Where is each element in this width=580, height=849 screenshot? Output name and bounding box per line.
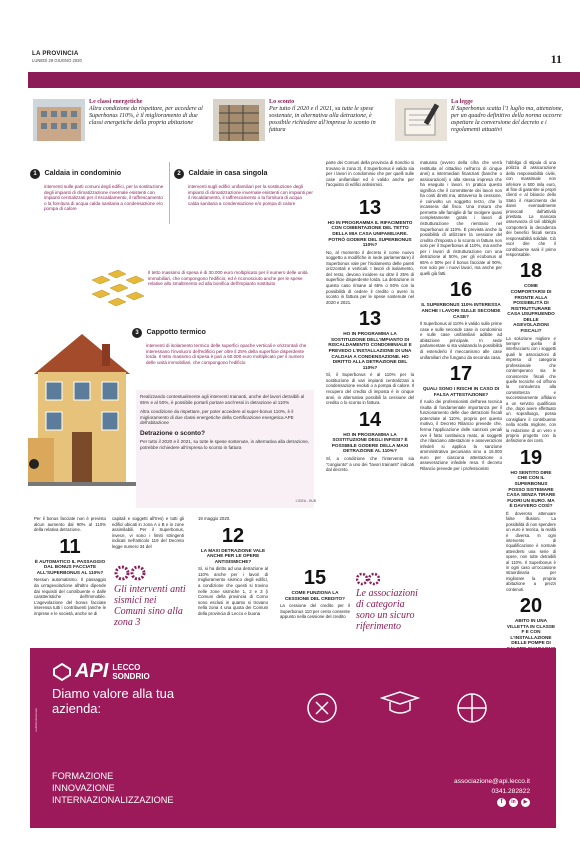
question-number: 17 <box>449 363 473 386</box>
question-number: 13 <box>358 308 382 331</box>
box-text: interventi sulle parti comuni degli edifici, per la sostituzione degli impianti di climatizzazione invernale esistenti con impianti centralizzati per il riscaldamento, il raffrescamento o la fornitura di acqua calda sanitaria a condensazione e/o pompa di calore <box>44 184 164 212</box>
question-heading: IL SUPERBONUS 110% INTERESSA ANCHE I LAVORI SULLE SECONDE CASE? <box>421 302 501 319</box>
newspaper-name: LA PROVINCIA <box>32 50 79 57</box>
note-1: Realizzando contestualmente agli interventi trainanti, anche del lavori detraibili al 65% e al 50%, è possibile portarli portare anch'essi in detrazione al 110% <box>140 394 305 405</box>
ad-slogan: Diamo valore alla tua azienda: <box>52 686 175 716</box>
ad-side-label: pubbliredazionale <box>34 708 38 732</box>
article-col-2: maturato (ovvero della cifra che verrà restituita al cittadino nell'arco di cinque anni) a intermediari finanziari (banche o assicurazioni) o alla stessa impresa che ha eseguito i lavori. In pratica questo significa che il committente dei lavori non ha costi diretti ma, attraverso la cessione, è coinvolto un soggetto terzo, che lo incassera dal fisco. Una misura che permette alle famiglie di far svolgere quasi completamente gratis i lavori di ristrutturazione che rientrano nel Superbonus al 110%. È prevista anche la possibilità di utilizzare la cessione del credito d'imposta o lo sconto in fattura non solo per il Superbonus al 110%, ma anche per i lavori di ristrutturazione con una detrazione al 50%, per gli ecobonus al 65% e 50% per il bonus facciate al 90%, non solo per i nuovi lavori, ma anche per quelli già fatti. 16 IL SUPERBONUS 110% INTERESSA ANCHE I LAVORI SULLE SECONDE CASE? Il Superbonus al 110% è valido sulle prime case e sulle seconde case in condominio e sulle case unifamiliari adibite ad abitazione principale. In sede parlamentare si sta valutando la possibilità di estenderlo il meccanismo alle case unifamiliari che fungano da seconda casa. 17 QUALI SONO I RISCHI IN CASO DI FALSA ATTESTAZIONE? Il ruolo dei professionisti dell'area tecnica risulta di fondamentale importanza per il funzionamento delle due detrazioni fiscali potenziate al 110%, proprio per questo motivo, il Decreto Rilancio prevede che, ferma l'applicazione delle sanzioni penali ove il fatto costituisca reato, ai soggetti che rilasciano attestazioni e asseverazioni infedeli si applica la sanzione amministrativa pecuniaria sino a 15.000 euro per ciascuna attestazione o asseverazione infedele resa. Il decreto Rilancio prevede per i professionisti <box>420 160 502 471</box>
article-col-3: l'obbligo di stipula di una polizza di assicurazione della responsabilità civile, con massimale non inferiore a 500 mila euro, al fine di garantire ai propri clienti e al bilancio dello Stato il risarcimento dei danni eventualmente provocati dall'attività prestata. La mancata osservanza di tali obblighi comporterà la decadenza dei benefici fiscali senza responsabilità solidale. Ciò vuol dire che il contribuente sarà il primo responsabile. 18 COME COMPORTARSI DI FRONTE ALLA POSSIBILITÀ DI RISTRUTTURARE CASA USUFRUENDO DELLE AGEVOLAZIONI FISCALI? La soluzione migliore e sempre quella di interfacciarsi con i soggetti quali le associazioni di impresa di categoria professionale che contemperano sia le conoscenze fiscali che quelle tecniche ed offrono la consulenza alla committenza e successivamente affidano a un servizio qualificato che, dopo avere effettuato un sopralluogo, possa consigliare il contribuente nella scelta migliore, con la redazione di un vero e proprio progetto con la definizione dei costi. 19 HO SENTITO DIRE CHE CON IL SUPERBONUS POSSO SISTEMARE CASA SENZA TIRARE FUORI UN EURO. MA È DAVVERO COSÌ? È doveroso attenuare false illusioni. La possibilità di non spendere un euro è teorica, la realtà è diversa. In ogni intervento di riqualificazione è normale attendersi una serie di opere, non tutte detraibili al 110%. Il Superbonus è in ogni caso un'occasione straordinaria per migliorare la propria abitazione a prezzi contenuti. 20 ABITO IN UNA VILLETTA IN CLASSE F E CON L'INSTALLAZIONE DELLE POMPE DI <box>506 160 556 720</box>
promo-sconto: Lo sconto Per tutto il 2020 e il 2021, su tutte le spese sostenute, in alternativa alla detrazione, è possibile richiedere all'impresa lo sconto in fattura <box>269 99 376 133</box>
page-number: 11 <box>550 52 562 66</box>
ad-email[interactable]: associazione@api.lecco.it <box>454 778 530 785</box>
question-heading: HO SENTITO DIRE CHE CON IL SUPERBONUS POSSO SISTEMARE CASA SENZA TIRARE FUORI UN EURO. MA È DAVVERO COSÌ? <box>506 469 556 509</box>
info-box-condominio <box>30 162 165 212</box>
linkedin-icon[interactable]: in <box>509 798 518 807</box>
box-title: Cappotto termico <box>146 327 206 336</box>
info-mid-text: Il tetto massimo di spesa è di 30.000 euro moltiplicato per il numero delle unità immobiliari, che compongono l'edificio; ed è riconosciuto anche per le spese relative allo smaltimento ed alla bonifica dell'impianto sostituito <box>148 270 308 287</box>
promo-strip <box>33 99 563 157</box>
note-2: Altra condizione da rispettare, per poter accedere al super-bonus 110%, è il miglioramento di due classi energetiche della Certificazione energetica APE dell'abitazione <box>140 409 294 426</box>
question-number: 12 <box>221 524 245 547</box>
question-number: 13 <box>358 196 382 219</box>
question-number: 19 <box>519 446 543 469</box>
question-number: 15 <box>303 567 327 589</box>
number-badge: 1 <box>30 169 40 179</box>
api-logo-icon <box>52 662 72 682</box>
section-band <box>28 72 580 88</box>
box-text: interventi sugli edifici unifamiliari per la sostituzione degli impianti di climatizzazione invernale esistenti con impianti per il riscaldamento, il raffrescamento o la fornitura di acqua calda sanitaria a condensazione e/o pompa di calore <box>188 184 313 206</box>
advertisement <box>30 648 556 828</box>
gears-icon <box>114 564 148 582</box>
facebook-icon[interactable]: f <box>497 798 506 807</box>
pull-quote-1: Gli interventi anti sismici nei Comuni sino alla zona 3 <box>114 584 186 628</box>
gears-icon <box>356 570 380 588</box>
promo-legge: La legge Il Superbonus scatta l'1 luglio ma, attenzione, per un quadro definitivo della norma occorre aspettare la conversione del decreto e i regolamenti attuativi <box>451 99 563 133</box>
question-heading: HO IN PROGRAMMA LA SOSTITUZIONE DEGLI INFISSI? È POSSIBILE GODERE DELLA MAXI DETRAZIONE AL 110%? <box>331 431 409 454</box>
question-number: 16 <box>449 279 473 302</box>
info-box-cappotto <box>132 321 314 365</box>
question-heading: COME FUNZIONA LA CESSIONE DEL CREDITO? <box>285 590 345 601</box>
infographic <box>28 158 320 508</box>
question-heading: HO IN PROGRAMMA LA SOSTITUZIONE DELL'IMPIANTO DI RISCALDAMENTO CONDOMINIALE E PREVEDO L'INSTALLAZIONE DI UNA CALDAIA A CONDENSAZIONE. HO DIRITTO ALLA DETRAZIONE DEL 110%? <box>328 331 412 370</box>
note-subtitle: Detrazione o sconto? <box>140 429 205 437</box>
box-text: interventi di isolamento termico delle superfici opache verticali e orizzontali che interessano l'involucro dell'edificio per oltre il 25% della superficie disperdente lorda. Il tetto massimo di spesa è pari a 60.000 euro moltiplicato per il numero delle unità immobiliari, che compongono l'edificio <box>146 343 307 365</box>
credit: L'IDEA - HUB <box>295 499 316 503</box>
article-q15: 15 COME FUNZIONA LA CESSIONE DEL CREDITO? La cessione del credito per il Superbonus 110 per cento consente appunto nella cessione del credito <box>280 567 350 620</box>
question-heading: È AUTOMATICO IL PASSAGGIO DAL BONUS FACCIATE ALL'SUPERBONUS AL 110%? <box>34 558 106 575</box>
question-heading: ABITO IN UNA VILLETTA IN CLASSE F E CON L'INSTALLAZIONE DELLE POMPE DI <box>506 618 556 646</box>
building-photo-icon <box>33 99 85 141</box>
issue-date: LUNEDÌ 29 GIUGNO 2020 <box>32 58 82 63</box>
question-heading: QUALI SONO I RISCHI IN CASO DI FALSA ATTESTAZIONE? <box>422 386 500 397</box>
question-number: 20 <box>519 595 543 618</box>
promo-classi: Le classi energetiche Altra condizione da rispettare, per accedere al Superbonus 110%, è il miglioramento di due classi energetiche della propria abitazione <box>89 99 203 126</box>
question-heading: LA MAXI DETRAZIONE VALE ANCHE PER LE OPERE ANTISISMICHE? <box>200 547 266 564</box>
info-box-casa-singola <box>174 162 314 206</box>
scaffold-photo-icon <box>213 99 265 141</box>
note-3: Per tutto il 2020 e il 2021, su tutte le spese sostenute, in alternativa alla detrazione, potrebbe richiedere all'impresa lo sconto in fattura <box>140 438 310 450</box>
box-title: Caldaia in condominio <box>44 168 122 177</box>
question-heading: HO IN PROGRAMMA IL RIFACIMENTO CON COIBENTAZIONE DEL TETTO DELLA MIA CASA UNIFAMILIARE. POTRÒ GODERE DEL SUPERBONUS 110%? <box>327 219 413 248</box>
number-badge: 3 <box>132 328 142 338</box>
ad-phone: 0341.282822 <box>491 788 530 795</box>
info-notes <box>136 390 314 508</box>
article-lower-1: Per il bonus facciate non è previsto alcun aumento dal 90% al 110% della relativa detrazione. 11 È AUTOMATICO IL PASSAGGIO DAL BONUS FACCIATE ALL'SUPERBONUS AL 110%? Nessun automatismo. Il passaggio da un'agevolazione all'altro dipende dai requisiti del contribuente e dalle caratteristiche dell'immobile. L'agevolazione del bonus facciate interessa tutti i contribuenti (anche le imprese e le società, anche se di <box>34 516 106 616</box>
api-logo: API LECCO SONDRIO <box>52 660 150 683</box>
article-lower-2: capitali e soggetti all'Ires) e tutti gli edifici ubicati in zona A o B e in zone assimilabili. Per il Superbonus, invece, vi sono i limiti stringenti indicati nell'articolo 119 del Decreto legge numero 34 del <box>112 516 184 549</box>
article-col-1: parte dei Comuni della provincia di Sondrio si trovano in zona 3). Il Superbonus è valido sia per i lavori in condominio che per quelli sulle case unifamiliari ed è valido anche per l'acquisto di edifici antisismici. 13 HO IN PROGRAMMA IL RIFACIMENTO CON COIBENTAZIONE DEL TETTO DELLA MIA CASA UNIFAMILIARE. POTRÒ GODERE DEL SUPERBONUS 110%? No, al momento il decreto è come nuovo soggetto a modifiche in sede parlamentare) il Superbonus vale per l'isolamento delle pareti orizzontali e verticali. I lavori di isolamento, del resto, devono incidere su oltre il 25% di superficie disperdente lorda. La detrazione in questo caso rimane al 65% o 50% con la possibilità di cedere il credito o avere lo sconto in fattura per le spese sostenute nel 2020 e 2021. 13 HO IN PROGRAMMA LA SOSTITUZIONE DELL'IMPIANTO DI RISCALDAMENTO CONDOMINIALE E PREVEDO L'INSTALLAZIONE DI UNA CALDAIA A CONDENSAZIONE. HO DIRITTO ALLA DETRAZIONE DEL 110%? Sì, il Superbonus è al 110% per la sostituzione di vari impianti centralizzati a condensazione evoluti o a pompa di calore. Il recupero del credito di imposta è in cinque anni, in alternativa possibili la cessione del credito o lo sconto in fattura. 14 HO IN PROGRAMMA LA SOSTITUZIONE DEGLI INFISSI? È POSSIBILE GODERE DELLA MAXI DETRAZIONE AL 110%? Sì, a condizione che l'intervento sia "congiunto" a uno dei "lavori trainanti" indicati dal decreto. <box>326 160 414 473</box>
pull-quote-2: Le associazioni di categoria sono un sicuro riferimento <box>356 588 418 632</box>
page-header <box>32 50 570 70</box>
solar-panels-icon <box>88 270 146 314</box>
ad-services: FORMAZIONE INNOVAZIONE INTERNAZIONALIZZAZIONE <box>52 771 174 805</box>
youtube-icon[interactable]: ▶ <box>521 798 530 807</box>
law-photo-icon <box>395 99 447 141</box>
article-lower-3: 19 maggio 2020. 12 LA MAXI DETRAZIONE VALE ANCHE PER LE OPERE ANTISISMICHE? Sì, si ha diritto ad una detrazione al 110% anche per i lavori di miglioramento sismico degli edifici, a condizione che questi si trovino nelle zone sismiche 1, 2 e 3 (i Comuni della provincia di Como sono esclusi in quanto si trovano nella zona 4 una quota dei Comuni della provincia di Lecco e buona <box>198 516 268 616</box>
question-heading: COME COMPORTARSI DI FRONTE ALLA POSSIBILITÀ DI RISTRUTTURARE CASA USUFRUENDO DELLE AGEVOLAZIONI FISCALI? <box>507 283 555 334</box>
number-badge: 2 <box>174 169 184 179</box>
house-illustration-icon <box>28 314 136 490</box>
ad-service-icons <box>262 678 522 752</box>
question-number: 14 <box>358 408 382 431</box>
question-number: 11 <box>59 535 81 558</box>
box-title: Caldaie in casa singola <box>188 168 268 177</box>
ad-contacts <box>454 778 530 807</box>
question-number: 18 <box>519 260 543 283</box>
